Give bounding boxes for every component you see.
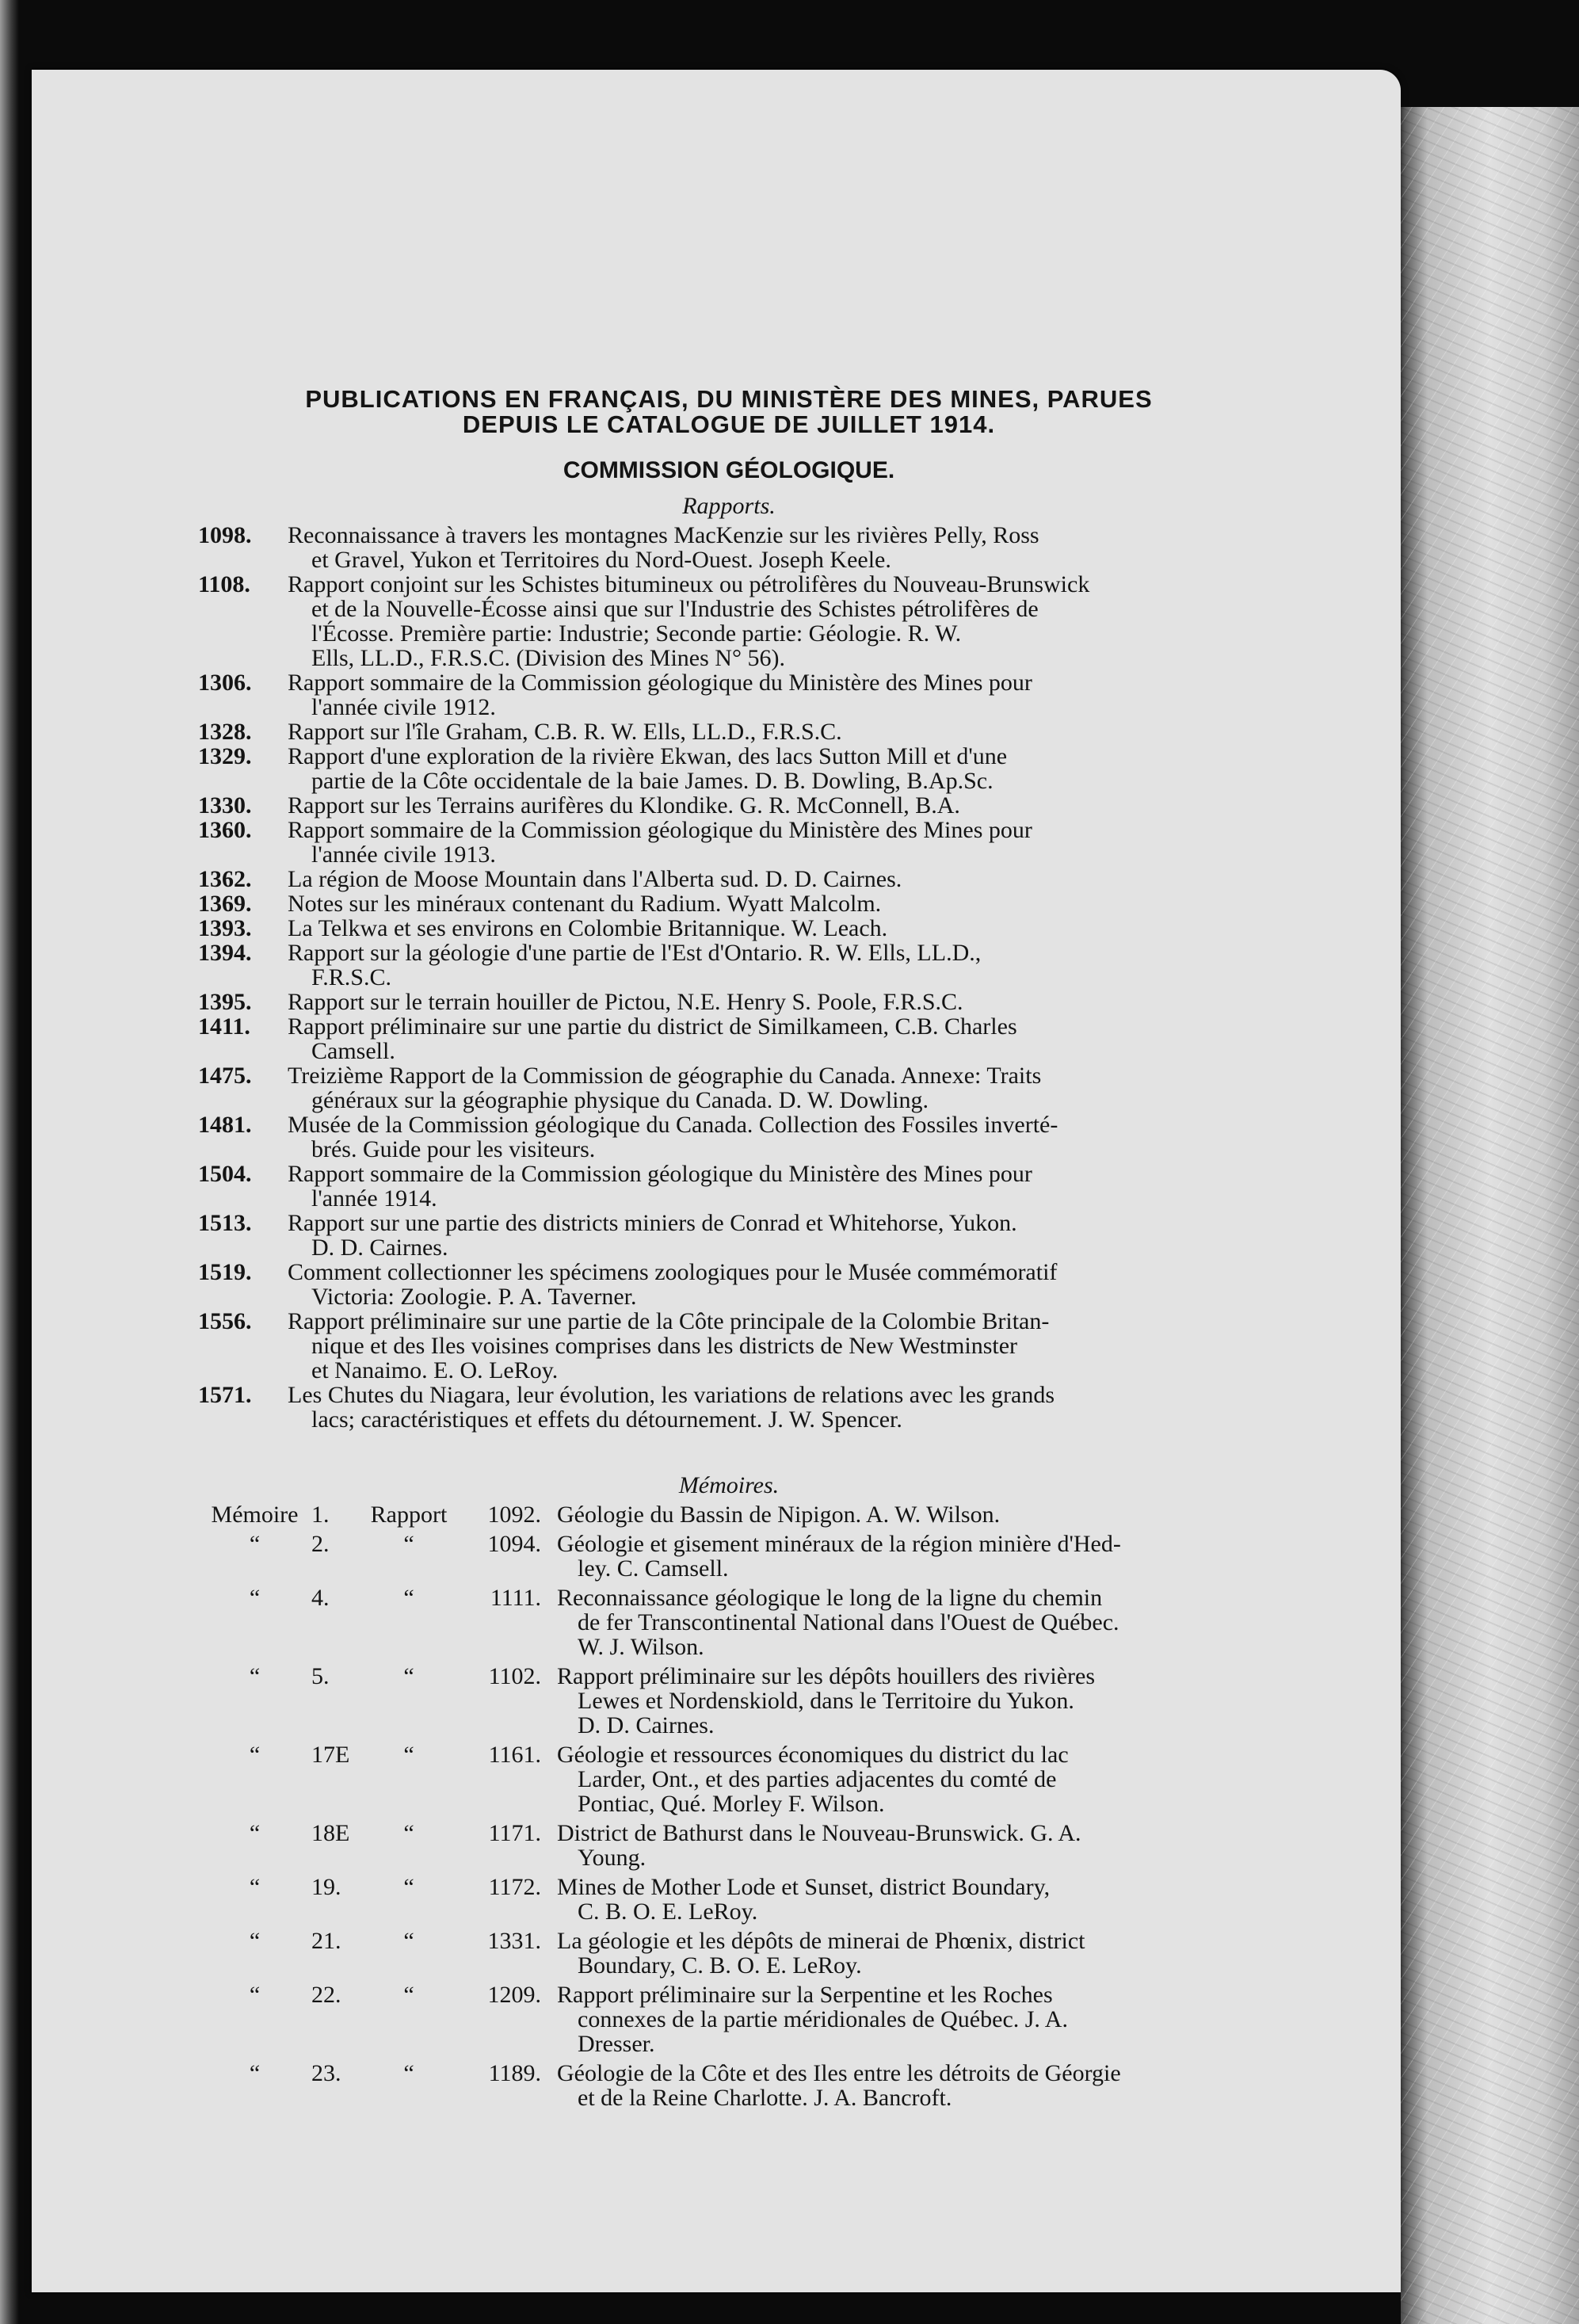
rapport-entry	[198, 1309, 1260, 1383]
rapport-line: Victoria: Zoologie. P. A. Taverner.	[311, 1284, 637, 1310]
rapport-line: l'Écosse. Première partie: Industrie; Seconde partie: Géologie. R. W.	[311, 620, 962, 647]
rapport-number: 1519.	[198, 1259, 252, 1285]
rapport-number: 1394.	[198, 940, 252, 966]
rapport-line: Notes sur les minéraux contenant du Radium. Wyatt Malcolm.	[288, 891, 882, 917]
rapport-number: 1171.	[488, 1820, 541, 1846]
rapport-number: 1513.	[198, 1210, 252, 1236]
memoire-number: 4.	[311, 1585, 330, 1611]
rapport-entry	[198, 1383, 1260, 1432]
rapport-number: 1094.	[487, 1531, 541, 1557]
rapport-line: Reconnaissance à travers les montagnes MacKenzie sur les rivières Pelly, Ross	[288, 522, 1039, 548]
memoire-number: 22.	[311, 1982, 341, 2008]
rapport-text	[288, 1383, 1260, 1432]
rapport-line: Rapport sur une partie des districts miniers de Conrad et Whitehorse, Yukon.	[288, 1210, 1017, 1236]
rapport-line: Rapport conjoint sur les Schistes bitumineux ou pétrolifères du Nouveau-Brunswick	[288, 571, 1090, 597]
rapport-line: brés. Guide pour les visiteurs.	[311, 1136, 596, 1162]
memoire-label: “	[249, 2060, 261, 2086]
memoire-line: D. D. Cairnes.	[578, 1712, 715, 1738]
rapport-number: 1360.	[198, 817, 252, 843]
rapport-text	[288, 1309, 1260, 1383]
rapport-number: 1209.	[487, 1982, 541, 2008]
rapport-line: D. D. Cairnes.	[311, 1235, 448, 1261]
rapport-number: 1092.	[487, 1502, 541, 1528]
rapport-number: 1481.	[198, 1112, 252, 1138]
rapport-line: généraux sur la géographie physique du Canada. D. W. Dowling.	[311, 1087, 929, 1113]
rapport-entry	[198, 891, 1260, 916]
memoire-label: “	[249, 1742, 261, 1768]
memoire-text	[557, 1664, 1260, 1738]
memoire-entry	[198, 1982, 1260, 2056]
rapport-number: 1189.	[488, 2060, 541, 2086]
rapport-number: 1331.	[487, 1928, 541, 1954]
rapport-line: lacs; caractéristiques et effets du détournement. J. W. Spencer.	[311, 1406, 902, 1433]
rapport-text	[288, 941, 1260, 990]
memoire-entry	[198, 1821, 1260, 1870]
memoire-line: C. B. O. E. LeRoy.	[578, 1899, 758, 1925]
rapport-line: Rapport d'une exploration de la rivière Ekwan, des lacs Sutton Mill et d'une	[288, 743, 1008, 769]
memoire-text	[557, 1586, 1260, 1659]
rapport-line: Rapport sur l'île Graham, C.B. R. W. Ells, LL.D., F.R.S.C.	[288, 719, 842, 745]
memoire-line: District de Bathurst dans le Nouveau-Brunswick. G. A.	[557, 1820, 1081, 1846]
rapport-line: partie de la Côte occidentale de la baie James. D. B. Dowling, B.Ap.Sc.	[311, 768, 994, 794]
memoire-text	[557, 1821, 1260, 1870]
memoire-text	[557, 1502, 1260, 1527]
rapport-text	[288, 523, 1260, 572]
rapport-text	[288, 1162, 1260, 1211]
rapport-number: 1306.	[198, 670, 252, 696]
rapport-line: nique et des Iles voisines comprises dans les districts de New Westminster	[311, 1333, 1018, 1359]
memoire-line: W. J. Wilson.	[578, 1634, 704, 1660]
memoire-label: “	[249, 1663, 261, 1689]
memoires-title: Mémoires.	[678, 1472, 780, 1498]
rapport-line: Rapport sur les Terrains aurifères du Klondike. G. R. McConnell, B.A.	[288, 792, 960, 819]
rapport-text	[288, 1112, 1260, 1162]
rapport-label: “	[403, 2060, 414, 2086]
rapport-entry	[198, 719, 1260, 744]
rapport-line: Treizième Rapport de la Commission de géographie du Canada. Annexe: Traits	[288, 1063, 1042, 1089]
rapport-number: 1571.	[198, 1382, 252, 1408]
rapport-label: “	[403, 1531, 414, 1557]
rapport-text	[288, 867, 1260, 891]
rapport-label: “	[403, 1820, 414, 1846]
memoire-line: Reconnaissance géologique le long de la ligne du chemin	[557, 1585, 1103, 1611]
rapport-number: 1411.	[198, 1013, 250, 1040]
rapport-entry	[198, 1014, 1260, 1063]
rapport-number: 1328.	[198, 719, 252, 745]
memoire-text	[557, 1929, 1260, 1978]
memoire-entry	[198, 1532, 1260, 1581]
memoire-text	[557, 1742, 1260, 1816]
memoire-line: de fer Transcontinental National dans l'Ouest de Québec.	[578, 1609, 1119, 1635]
rapport-number: 1362.	[198, 866, 252, 892]
rapport-line: Ells, LL.D., F.R.S.C. (Division des Mines N° 56).	[311, 645, 785, 671]
memoire-number: 17E	[311, 1742, 350, 1768]
scan-edge	[0, 0, 19, 2324]
rapport-text	[288, 990, 1260, 1014]
memoire-line: ley. C. Camsell.	[578, 1555, 729, 1582]
rapports-list	[198, 523, 1260, 1432]
memoire-entry	[198, 1875, 1260, 1924]
rapport-line: La région de Moose Mountain dans l'Alberta sud. D. D. Cairnes.	[288, 866, 902, 892]
memoire-label: “	[249, 1820, 261, 1846]
rapport-text	[288, 1063, 1260, 1112]
rapport-text	[288, 793, 1260, 818]
memoire-entry	[198, 1742, 1260, 1816]
rapport-label: “	[403, 1663, 414, 1689]
memoire-line: Pontiac, Qué. Morley F. Wilson.	[578, 1791, 885, 1817]
rapport-entry	[198, 867, 1260, 891]
rapport-text	[288, 1014, 1260, 1063]
rapport-label: “	[403, 1742, 414, 1768]
rapport-entry	[198, 572, 1260, 670]
rapport-line: l'année civile 1913.	[311, 841, 496, 868]
rapport-line: Rapport sur le terrain houiller de Pictou, N.E. Henry S. Poole, F.R.S.C.	[288, 989, 963, 1015]
rapport-line: F.R.S.C.	[311, 964, 391, 990]
memoire-number: 2.	[311, 1531, 330, 1557]
memoire-number: 23.	[311, 2060, 341, 2086]
rapport-entry	[198, 1211, 1260, 1260]
commission-heading: COMMISSION GÉOLOGIQUE.	[563, 457, 895, 483]
rapport-text	[288, 670, 1260, 719]
page-content	[198, 387, 1260, 2115]
rapport-text	[288, 719, 1260, 744]
memoire-label: “	[249, 1874, 261, 1900]
rapport-number: 1172.	[488, 1874, 541, 1900]
rapport-number: 1556.	[198, 1308, 252, 1334]
rapport-text	[288, 1211, 1260, 1260]
memoire-line: Dresser.	[578, 2031, 655, 2057]
memoire-line: Larder, Ont., et des parties adjacentes du comté de	[578, 1766, 1057, 1792]
memoire-entry	[198, 1929, 1260, 1978]
rapport-entry	[198, 1162, 1260, 1211]
memoire-line: Géologie de la Côte et des Iles entre les détroits de Géorgie	[557, 2060, 1121, 2086]
memoire-label: “	[249, 1585, 261, 1611]
rapport-label: “	[403, 1874, 414, 1900]
memoire-line: Lewes et Nordenskiold, dans le Territoire du Yukon.	[578, 1688, 1074, 1714]
memoire-entry	[198, 2061, 1260, 2110]
rapport-label: “	[403, 1585, 414, 1611]
rapport-line: Rapport sommaire de la Commission géologique du Ministère des Mines pour	[288, 670, 1032, 696]
memoire-number: 19.	[311, 1874, 341, 1900]
memoire-number: 1.	[311, 1502, 330, 1528]
heading-line-1: PUBLICATIONS EN FRANÇAIS, DU MINISTÈRE DES MINES, PARUES	[305, 385, 1153, 413]
rapport-number: 1111.	[490, 1585, 541, 1611]
document-page	[32, 70, 1401, 2292]
rapport-line: La Telkwa et ses environs en Colombie Britannique. W. Leach.	[288, 915, 888, 941]
rapport-label: “	[403, 1928, 414, 1954]
rapport-entry	[198, 941, 1260, 990]
memoire-entry	[198, 1502, 1260, 1527]
memoire-text	[557, 2061, 1260, 2110]
rapport-entry	[198, 793, 1260, 818]
memoire-label: “	[249, 1531, 261, 1557]
rapports-title: Rapports.	[682, 493, 776, 519]
rapport-number: 1098.	[198, 522, 252, 548]
rapport-entry	[198, 916, 1260, 941]
memoire-entry	[198, 1664, 1260, 1738]
rapport-line: Rapport sur la géologie d'une partie de l'Est d'Ontario. R. W. Ells, LL.D.,	[288, 940, 982, 966]
next-page-edge	[1401, 107, 1579, 2324]
rapport-text	[288, 818, 1260, 867]
memoire-label: “	[249, 1982, 261, 2008]
rapport-line: et Gravel, Yukon et Territoires du Nord-Ouest. Joseph Keele.	[311, 547, 891, 573]
rapport-text	[288, 1260, 1260, 1309]
rapport-number: 1161.	[488, 1742, 541, 1768]
rapport-line: Rapport sommaire de la Commission géologique du Ministère des Mines pour	[288, 1161, 1032, 1187]
heading-line-2: DEPUIS LE CATALOGUE DE JUILLET 1914.	[462, 410, 996, 438]
rapport-line: Comment collectionner les spécimens zoologiques pour le Musée commémoratif	[288, 1259, 1058, 1285]
memoire-line: La géologie et les dépôts de minerai de Phœnix, district	[557, 1928, 1085, 1954]
rapport-number: 1504.	[198, 1161, 252, 1187]
rapport-text	[288, 916, 1260, 941]
rapport-entry	[198, 1112, 1260, 1162]
memoire-label: Mémoire	[211, 1502, 299, 1528]
memoire-line: Boundary, C. B. O. E. LeRoy.	[578, 1952, 862, 1979]
memoire-line: Géologie et gisement minéraux de la région minière d'Hed-	[557, 1531, 1121, 1557]
rapport-label: Rapport	[370, 1502, 448, 1528]
rapport-number: 1369.	[198, 891, 252, 917]
rapport-line: Rapport préliminaire sur une partie de la Côte principale de la Colombie Britan-	[288, 1308, 1050, 1334]
rapport-entry	[198, 523, 1260, 572]
rapport-number: 1108.	[198, 571, 250, 597]
memoire-text	[557, 1875, 1260, 1924]
memoire-line: Géologie du Bassin de Nipigon. A. W. Wilson.	[557, 1502, 1001, 1528]
rapport-entry	[198, 1063, 1260, 1112]
rapport-text	[288, 891, 1260, 916]
memoire-line: Mines de Mother Lode et Sunset, district Boundary,	[557, 1874, 1051, 1900]
rapport-text	[288, 744, 1260, 793]
rapport-line: et Nanaimo. E. O. LeRoy.	[311, 1357, 559, 1383]
rapport-line: Rapport sommaire de la Commission géologique du Ministère des Mines pour	[288, 817, 1032, 843]
rapport-entry	[198, 990, 1260, 1014]
rapport-number: 1395.	[198, 989, 252, 1015]
memoire-line: Rapport préliminaire sur la Serpentine et les Roches	[557, 1982, 1053, 2008]
rapport-number: 1393.	[198, 915, 252, 941]
rapport-number: 1102.	[488, 1663, 541, 1689]
memoire-line: Young.	[578, 1845, 646, 1871]
rapport-entry	[198, 744, 1260, 793]
memoires-list	[198, 1502, 1260, 2110]
memoire-line: Rapport préliminaire sur les dépôts houillers des rivières	[557, 1663, 1095, 1689]
rapport-line: Rapport préliminaire sur une partie du district de Similkameen, C.B. Charles	[288, 1013, 1017, 1040]
rapport-number: 1330.	[198, 792, 252, 819]
rapport-line: et de la Nouvelle-Écosse ainsi que sur l'Industrie des Schistes pétrolifères de	[311, 596, 1039, 622]
rapport-number: 1329.	[198, 743, 252, 769]
rapport-line: l'année 1914.	[311, 1185, 437, 1212]
rapport-entry	[198, 1260, 1260, 1309]
rapport-line: Camsell.	[311, 1038, 395, 1064]
memoire-line: et de la Reine Charlotte. J. A. Bancroft.	[578, 2085, 952, 2111]
memoire-number: 5.	[311, 1663, 330, 1689]
rapport-line: Musée de la Commission géologique du Canada. Collection des Fossiles inverté-	[288, 1112, 1058, 1138]
memoire-label: “	[249, 1928, 261, 1954]
rapport-entry	[198, 818, 1260, 867]
document-heading	[198, 387, 1260, 437]
memoire-line: connexes de la partie méridionales de Québec. J. A.	[578, 2006, 1068, 2032]
memoire-text	[557, 1532, 1260, 1581]
memoire-line: Géologie et ressources économiques du district du lac	[557, 1742, 1069, 1768]
rapport-number: 1475.	[198, 1063, 252, 1089]
memoire-number: 18E	[311, 1820, 350, 1846]
memoire-number: 21.	[311, 1928, 341, 1954]
rapport-label: “	[403, 1982, 414, 2008]
rapport-line: Les Chutes du Niagara, leur évolution, les variations de relations avec les grands	[288, 1382, 1055, 1408]
rapport-entry	[198, 670, 1260, 719]
memoire-text	[557, 1982, 1260, 2056]
rapport-line: l'année civile 1912.	[311, 694, 496, 720]
rapport-text	[288, 572, 1260, 670]
memoire-entry	[198, 1586, 1260, 1659]
